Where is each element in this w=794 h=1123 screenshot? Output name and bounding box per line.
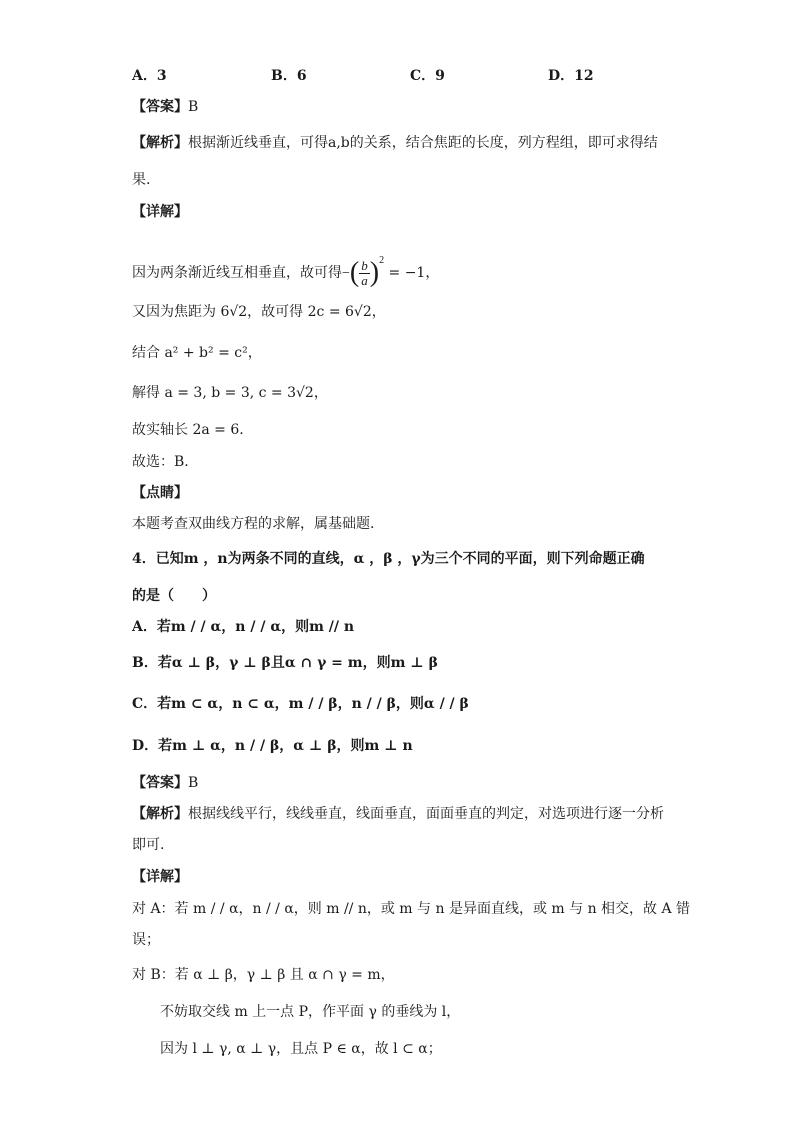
answer-value: B bbox=[188, 99, 199, 115]
q3-step-1 bbox=[132, 246, 439, 289]
left-paren: ( bbox=[349, 257, 360, 288]
option-a: A．3 bbox=[132, 68, 167, 84]
option-c: C．9 bbox=[410, 68, 445, 84]
q4-analysis-line-2: 即可. bbox=[132, 837, 165, 853]
fraction-denominator: a bbox=[361, 272, 368, 288]
analysis-text: 根据线线平行，线线垂直，线面垂直，面面垂直的判定，对选项进行逐一分析 bbox=[188, 806, 664, 822]
q3-choice: 故选：B. bbox=[132, 454, 189, 470]
fraction-numerator: b bbox=[361, 257, 368, 273]
q4-analysis-line-1 bbox=[132, 804, 664, 824]
analysis-text: 根据渐近线垂直，可得a,b的关系，结合焦距的长度，列方程组，即可求得结 bbox=[188, 135, 658, 151]
q4-stem-line-2: 的是（ ） bbox=[132, 588, 216, 604]
q3-comment-tag: 【点睛】 bbox=[132, 485, 188, 501]
q4-detail-tag: 【详解】 bbox=[132, 869, 188, 885]
q4-option-c: C．若m ⊂ α，n ⊂ α，m / / β，n / / β，则α / / β bbox=[132, 696, 469, 712]
fraction-b-over-a bbox=[359, 259, 370, 288]
q3-analysis-line-2: 果. bbox=[132, 172, 151, 188]
q4-option-a: A．若m / / α，n / / α，则m // n bbox=[132, 619, 355, 635]
q4-detail-1: 对 A：若 m / / α，n / / α，则 m // n，或 m 与 n 是异面直线，或 m 与 n 相交，故 A 错 bbox=[132, 901, 691, 917]
q3-analysis-line-1 bbox=[132, 133, 658, 153]
q4-stem-line-1: 4．已知m ，n为两条不同的直线，α ，β ，γ为三个不同的平面，则下列命题正确 bbox=[132, 551, 645, 567]
answer-value: B bbox=[188, 775, 199, 791]
q4-option-d: D．若m ⊥ α，n / / β，α ⊥ β，则m ⊥ n bbox=[132, 738, 413, 754]
q4-detail-4: 不妨取交线 m 上一点 P，作平面 γ 的垂线为 l， bbox=[160, 1004, 461, 1020]
q3-step-4: 解得 a = 3, b = 3, c = 3√2， bbox=[132, 385, 328, 401]
step1-rhs: = −1， bbox=[384, 265, 440, 281]
q4-detail-5: 因为 l ⊥ γ, α ⊥ γ，且点 P ∈ α，故 l ⊂ α； bbox=[160, 1041, 442, 1057]
answer-tag: 【答案】 bbox=[132, 99, 188, 115]
right-paren: ) bbox=[369, 257, 380, 288]
q3-step-5: 故实轴长 2a = 6. bbox=[132, 422, 244, 438]
step1-text: 因为两条渐近线互相垂直，故可得 bbox=[132, 265, 342, 281]
q3-answer-line bbox=[132, 97, 198, 117]
option-d: D．12 bbox=[548, 68, 594, 84]
q3-step-3: 结合 a² + b² = c²， bbox=[132, 345, 262, 361]
option-b: B．6 bbox=[271, 68, 307, 84]
q4-detail-2: 误； bbox=[132, 932, 160, 948]
q4-option-b: B．若α ⊥ β，γ ⊥ β且α ∩ γ = m，则m ⊥ β bbox=[132, 655, 438, 671]
q3-comment: 本题考查双曲线方程的求解，属基础题. bbox=[132, 516, 375, 532]
answer-tag: 【答案】 bbox=[132, 775, 188, 791]
analysis-tag: 【解析】 bbox=[132, 135, 188, 151]
exponent: 2 bbox=[379, 255, 385, 266]
q4-detail-3: 对 B：若 α ⊥ β，γ ⊥ β 且 α ∩ γ = m， bbox=[132, 967, 395, 983]
q3-detail-tag: 【详解】 bbox=[132, 204, 188, 220]
q4-answer-line bbox=[132, 773, 198, 793]
q3-step-2: 又因为焦距为 6√2，故可得 2c = 6√2， bbox=[132, 304, 386, 320]
step1-minus: − bbox=[342, 266, 350, 281]
analysis-tag: 【解析】 bbox=[132, 806, 188, 822]
